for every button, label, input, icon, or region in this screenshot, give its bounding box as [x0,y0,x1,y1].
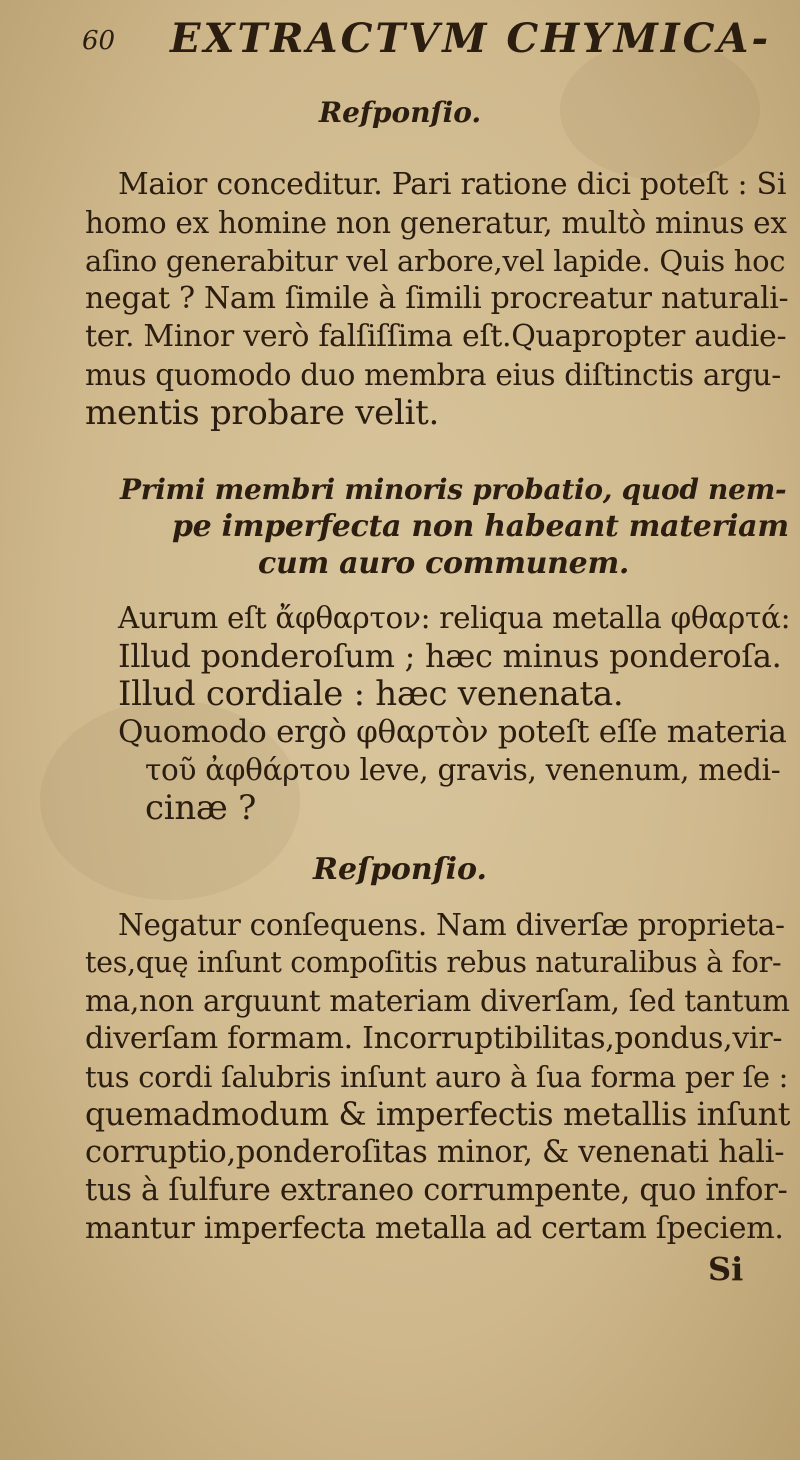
text-line: Illud ponderoſum ; hæc minus ponderoſa. [118,637,782,675]
text-line: Illud cordiale : hæc venenata. [118,674,624,714]
text-line: Maior conceditur. Pari ratione dici poteſt : Si [118,167,787,202]
text-line: Negatur conſequens. Nam diverſæ proprieta- [118,908,785,942]
text-line: quemadmodum & imperfectis metallis inſunt [85,1097,791,1133]
text-line: mus quomodo duo membra eius diſtinctis argu- [85,358,781,392]
rubric-line: pe imperfecta non habeant materiam [172,509,789,544]
text-line: τοῦ ἀφθάρτου leve, gravis, venenum, medi- [145,753,781,787]
text-line: diverſam formam. Incorruptibilitas,pondus,vir- [85,1021,783,1056]
text-line: Aurum eſt ἄφθαρτον: reliqua metalla φθαρτά: [118,601,791,635]
text-line: tus à ſulfure extraneo corrumpente, quo infor- [85,1173,788,1208]
text-line: corruptio,ponderoſitas minor, & venenati hali- [85,1135,785,1170]
text-line: ma,non arguunt materiam diverſam, ſed tantum [85,984,790,1018]
text-line: aſino generabitur vel arbore,vel lapide. Quis hoc [85,244,786,278]
text-line: tus cordi ſalubris inſunt auro à ſua forma per ſe : [85,1060,789,1094]
rubric-line: Primi membri minoris probatio, quod nem- [120,473,787,506]
page-number: 60 [82,26,116,56]
text-line: mantur imperfecta metalla ad certam ſpeciem. [85,1211,784,1246]
text-line: Quomodo ergò φθαρτὸν poteſt eſſe materia [118,714,787,750]
rubric-line: cum auro communem. [258,546,630,581]
text-line: mentis probare velit. [85,393,440,433]
catchword: Si [708,1250,744,1288]
text-line: homo ex homine non generatur, multò minus ex [85,206,787,240]
text-line: tes,quę inſunt compoſitis rebus naturalibus à for- [85,946,782,979]
text-line: ter. Minor verò falſiſſima eſt.Quapropter audie- [85,319,787,354]
text-line: negat ? Nam ſimile à ſimili procreatur naturali- [85,281,789,316]
section-heading-responsio: Reſponſio. [313,852,487,887]
running-title: EXTRACTVM CHYMICA- [170,15,772,62]
section-heading-responsio: Refponſio. [318,96,482,129]
text-line: cinæ ? [145,788,257,828]
